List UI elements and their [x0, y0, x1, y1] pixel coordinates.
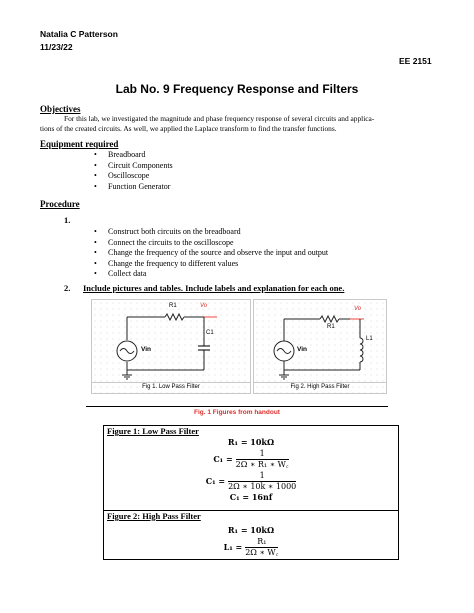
fig2-l-denominator: 2Ω ∗ W꜀ [245, 547, 279, 557]
calculations-table [103, 425, 399, 560]
fig1-capacitor-result: C₁ = 16nf [229, 492, 273, 502]
procedure-heading: Procedure [40, 199, 80, 209]
low-pass-schematic [92, 300, 250, 382]
list-item: • Breadboard [88, 150, 173, 161]
list-item: • Circuit Components [88, 161, 173, 172]
output-label: Vo [200, 303, 208, 309]
page-title: Lab No. 9 Frequency Response and Filters [115, 82, 359, 96]
list-item: • Construct both circuits on the breadboard [88, 227, 328, 238]
step-2-text: Include pictures and tables. Include labels and explanation for each one. [83, 283, 345, 293]
fig2-resistor-eq: R₁ = 10kΩ [227, 525, 275, 535]
procedure-step-1-list [88, 227, 328, 280]
low-pass-calculation-cell [104, 426, 399, 511]
low-pass-caption: Fig 1. Low Pass Filter [92, 382, 250, 390]
high-pass-calculation-cell [104, 511, 399, 560]
fig1-resistor-eq: R₁ = 10kΩ [227, 437, 275, 447]
fig1-c-denominator: 2Ω ∗ R₁ ∗ W꜀ [235, 459, 289, 469]
list-item: • Connect the circuits to the oscilloscope [88, 238, 328, 249]
fig1-c2-numerator: 1 [228, 471, 296, 482]
objectives-heading: Objectives [40, 104, 81, 114]
high-pass-caption: Fig 2. High Pass Filter [254, 382, 386, 390]
list-item: • Change the frequency to different values [88, 259, 328, 270]
objectives-line-2: tions of the created circuits. As well, we applied the Laplace transform to find the transfer functions. [40, 124, 337, 133]
objectives-line-1: For this lab, we investigated the magnitude and phase frequency response of several circuits and applica- [64, 114, 375, 123]
fig2-l-lhs: L₁ = [223, 542, 243, 552]
list-item: • Oscilloscope [88, 171, 173, 182]
source-label: Vin [297, 346, 307, 353]
figure-2-heading: Figure 2: High Pass Filter [107, 511, 201, 521]
figures-caption: Fig. 1 Figures from handout [194, 409, 280, 416]
source-label: Vin [141, 346, 151, 353]
fig1-capacitor-formula [107, 448, 395, 470]
fig2-l-numerator: R₁ [245, 537, 278, 548]
list-item: • Function Generator [88, 182, 173, 193]
fig1-capacitor-substitution [107, 470, 395, 492]
fig1-c2-denominator: 2Ω ∗ 10k ∗ 1000 [228, 481, 297, 491]
list-item: • Collect data [88, 269, 328, 280]
inductor-label: L1 [366, 336, 373, 342]
equipment-list [88, 150, 173, 192]
figure-1-heading: Figure 1: Low Pass Filter [107, 426, 199, 436]
step-1-number: 1. [64, 215, 71, 225]
fig2-inductor-formula [107, 536, 395, 558]
fig1-c-numerator: 1 [236, 449, 289, 460]
resistor-label: R1 [327, 324, 335, 330]
equipment-heading: Equipment required [40, 139, 119, 149]
resistor-label: R1 [169, 303, 177, 309]
high-pass-figure [253, 299, 387, 394]
step-2-number: 2. [64, 283, 71, 293]
fig1-c-lhs: C₁ = [213, 454, 233, 464]
report-date: 11/23/22 [40, 42, 73, 52]
course-code: EE 2151 [399, 56, 432, 66]
capacitor-label: C1 [206, 330, 214, 336]
separator-line [86, 406, 388, 407]
list-item: • Change the frequency of the source and observe the input and output [88, 248, 328, 259]
low-pass-figure [91, 299, 251, 394]
fig1-c2-lhs: C₁ = [205, 476, 226, 486]
author-name: Natalia C Patterson [40, 29, 118, 39]
output-label: Vo [354, 306, 362, 312]
